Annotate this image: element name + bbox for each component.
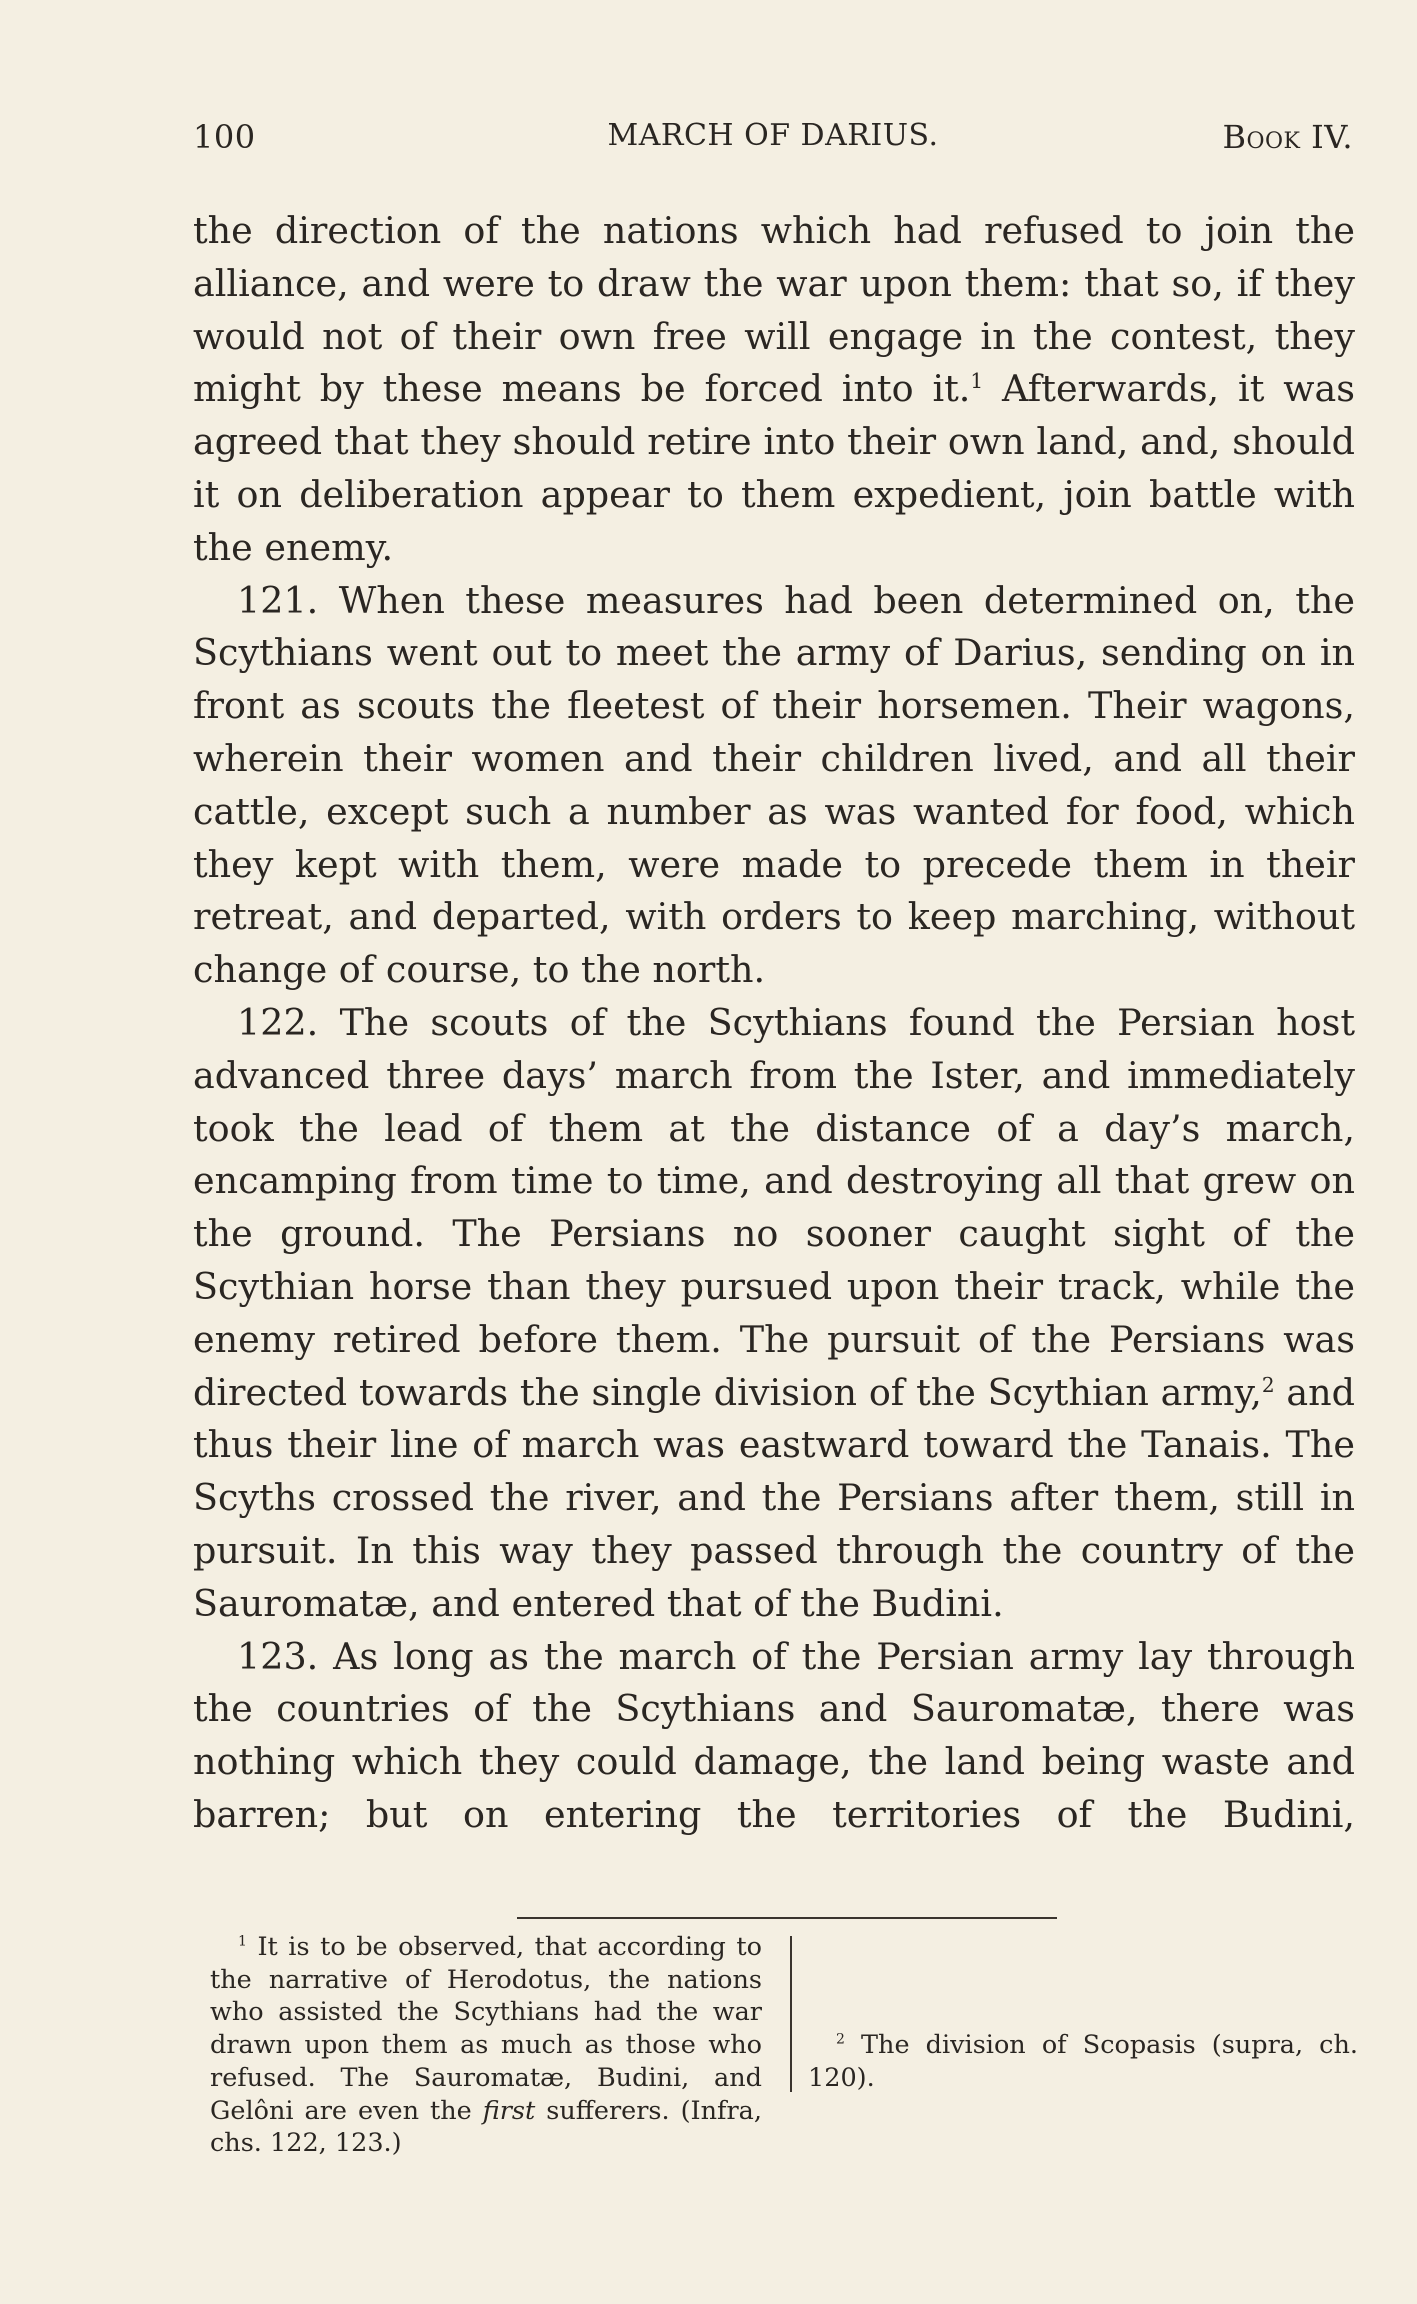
paragraph-text: 123. As long as the march of the Persian army lay through the countries of the Scythians and Sauromatæ, there was nothing which they could damage, the land being waste and barren; but on entering the territories of the Budini, [193, 1634, 1355, 1836]
footnote-ref-2[interactable]: 2 [1261, 1372, 1275, 1397]
paragraph-text: Afterwards, it was agreed that they should retire into their own land, and, should it on deliberation appear to them expedient, join battle with the enemy. [193, 367, 1355, 569]
book-label: Book IV. [1222, 118, 1353, 156]
paragraph-continued [193, 205, 1355, 575]
paragraph-121 [193, 575, 1355, 997]
footnote-emphasis: first [482, 2095, 536, 2126]
paragraph-text: the direction of the nations which had refused to join the alliance, and were to draw the war upon them: that so, if they would not of their own free will engage in the contest, they might by these means be forced into it. [193, 209, 1355, 411]
paragraph-text: 122. The scouts of the Scythians found the Persian host advanced three days’ march from the Ister, and immediately took the lead of them at the distance of a day’s march, encamping from time to time, and destroying all that grew on the ground. The Persians no sooner caught sight of the Scythian horse than they pursued upon their track, while the enemy retired before them. The pursuit of the Persians was directed towards the single division of the Scythian army, [193, 1000, 1355, 1414]
footnote-column-divider [790, 1936, 792, 2092]
footnote-text: sufferers. (Infra, chs. 122, 123.) [210, 2095, 762, 2159]
footnotes-column-left [210, 1931, 762, 2160]
footnote-text: It is to be observed, that according to the narrative of Herodotus, the nations who assisted the Scythians had the war drawn upon them as much as those who refused. The Sauromatæ, Budini, and Gelôni are even the [210, 1932, 762, 2126]
footnote-mark-2: 2 [836, 2031, 845, 2048]
running-title: MARCH OF DARIUS. [607, 118, 939, 153]
footnote-rule [517, 1917, 1057, 1919]
page-number: 100 [193, 118, 256, 156]
paragraph-123 [193, 1631, 1355, 1842]
paragraph-122 [193, 997, 1355, 1631]
page-header [193, 118, 1353, 168]
paragraph-text: 121. When these measures had been determined on, the Scythians went out to meet the army of Darius, sending on in front as scouts the fleetest of their horsemen. Their wagons, wherein their women and their children lived, and all their cattle, except such a number as was wanted for food, which they kept with them, were made to precede them in their retreat, and departed, with orders to keep marching, without change of course, to the north. [193, 578, 1355, 992]
footnote-text: The division of Scopasis (supra, ch. 120). [808, 2030, 1358, 2093]
footnote-mark-1: 1 [238, 1933, 247, 1950]
footnote-ref-1[interactable]: 1 [970, 369, 984, 394]
footnote-1 [210, 1931, 762, 2160]
footnotes-column-right [808, 1931, 1358, 2094]
main-text [193, 205, 1355, 1842]
paragraph-text: and thus their line of march was eastward toward the Tanais. The Scyths crossed the river, and the Persians after them, still in pursuit. In this way they passed through the country of the Sauromatæ, and entered that of the Budini. [193, 1370, 1355, 1625]
footnote-2 [808, 2029, 1358, 2094]
